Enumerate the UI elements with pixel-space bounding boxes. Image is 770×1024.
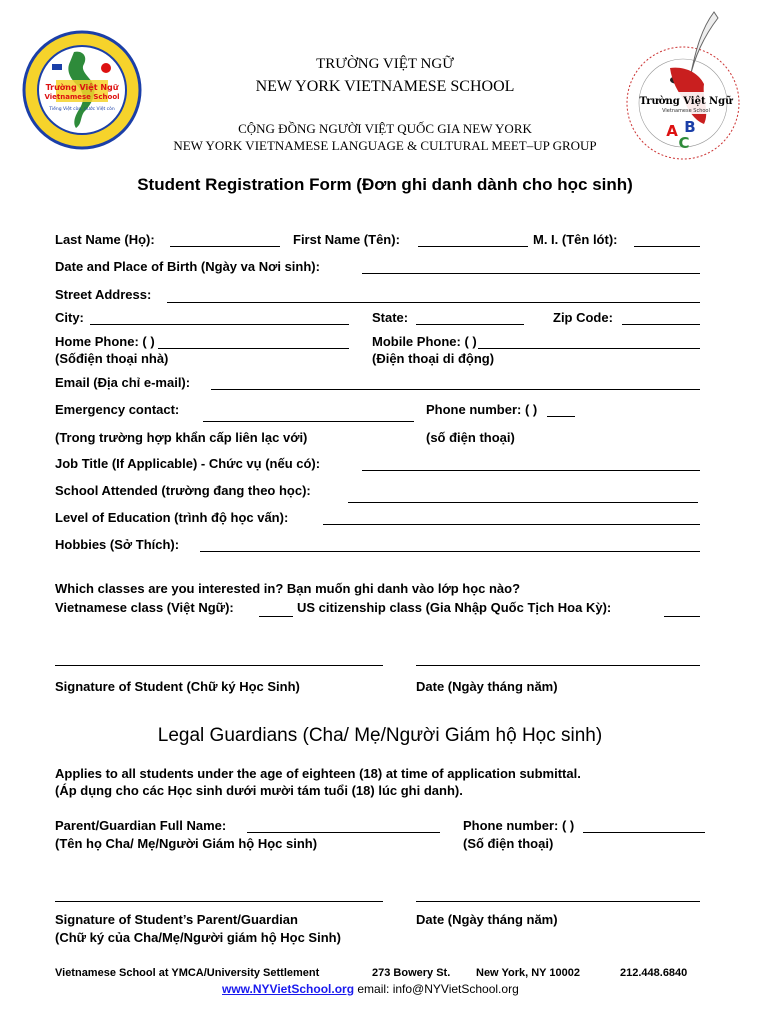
guardian-phone-label: Phone number: ( ) [463, 818, 575, 833]
guardian-name-label: Parent/Guardian Full Name: [55, 818, 227, 833]
school-name-en: NEW YORK VIETNAMESE SCHOOL [255, 78, 515, 95]
us-class-field[interactable] [664, 616, 700, 617]
left-logo-line2: Vietnamese School [44, 93, 120, 101]
left-logo-line1: Trường Việt Ngữ [45, 83, 119, 92]
right-logo-letter-c: C [678, 134, 690, 152]
home-phone-vn-label: (Sốđiện thoại nhà) [55, 351, 169, 366]
middle-initial-field[interactable] [634, 246, 700, 247]
emergency-phone-label: Phone number: ( ) [426, 402, 538, 417]
date2-field[interactable] [416, 901, 700, 902]
classes-question: Which classes are you interested in? Bạn muốn ghi danh vào lớp học nào? [55, 581, 521, 596]
right-logo-letter-b: B [684, 118, 696, 136]
website-link[interactable]: www.NYVietSchool.org [222, 982, 355, 996]
city-field[interactable] [90, 324, 349, 325]
date1-field[interactable] [416, 665, 700, 666]
zip-field[interactable] [622, 324, 700, 325]
middle-initial-label: M. I. (Tên lót): [533, 232, 618, 247]
parent-signature-vn-label: (Chữ ký của Cha/Mẹ/Người giám hộ Học Sinh) [55, 930, 341, 945]
street-field[interactable] [167, 302, 700, 303]
street-label: Street Address: [55, 287, 152, 302]
us-class-label: US citizenship class (Gia Nhập Quốc Tịch Hoa Kỳ): [297, 600, 612, 615]
mobile-phone-field[interactable] [478, 348, 700, 349]
footer-contact [222, 982, 519, 996]
applies-vn: (Áp dụng cho các Học sinh dưới mười tám tuổi (18) lúc ghi danh). [55, 783, 463, 798]
left-logo-line3: Tiếng Việt còn, nước Việt còn [49, 107, 115, 112]
footer-address: 273 Bowery St. [372, 967, 451, 979]
applies-en: Applies to all students under the age of eighteen (18) at time of application submittal. [55, 766, 581, 781]
emergency-phone-field[interactable] [547, 416, 575, 417]
parent-signature-field[interactable] [55, 901, 383, 902]
right-logo-line1: Trường Việt Ngữ [639, 96, 733, 107]
email-field[interactable] [211, 389, 700, 390]
first-name-field[interactable] [418, 246, 528, 247]
hobbies-label: Hobbies (Sở Thích): [55, 537, 180, 552]
form-title: Student Registration Form (Đơn ghi danh dành cho học sinh) [137, 175, 633, 194]
state-label: State: [372, 310, 409, 325]
right-logo-letter-a: A [666, 122, 678, 140]
parent-signature-label: Signature of Student’s Parent/Guardian [55, 912, 298, 927]
home-phone-label: Home Phone: ( ) [55, 334, 155, 349]
emergency-vn-label: (Trong trường hợp khẩn cấp liên lạc với) [55, 430, 308, 445]
last-name-label: Last Name (Họ): [55, 232, 155, 247]
student-signature-field[interactable] [55, 665, 383, 666]
school-attended-field[interactable] [348, 502, 698, 503]
footer-email: email: info@NYVietSchool.org [354, 982, 519, 996]
job-field[interactable] [362, 470, 700, 471]
mobile-phone-vn-label: (Điện thoại di động) [372, 351, 495, 366]
emergency-phone-vn-label: (số điện thoại) [426, 430, 515, 445]
state-field[interactable] [416, 324, 524, 325]
emergency-field[interactable] [203, 421, 414, 422]
guardian-phone-vn-label: (Số điện thoại) [463, 836, 554, 851]
emergency-label: Emergency contact: [55, 402, 180, 417]
dob-field[interactable] [362, 273, 700, 274]
right-logo-line2: Vietnamese School [662, 108, 710, 114]
viet-class-field[interactable] [259, 616, 293, 617]
student-signature-label: Signature of Student (Chữ ký Học Sinh) [55, 679, 300, 694]
school-attended-label: School Attended (trường đang theo học): [55, 483, 311, 498]
job-label: Job Title (If Applicable) - Chức vụ (nếu có): [55, 456, 321, 471]
dob-label: Date and Place of Birth (Ngày va Nơi sinh): [55, 259, 320, 274]
last-name-field[interactable] [170, 246, 280, 247]
vietnam-map-logo-icon [22, 30, 142, 150]
org-name-vn: CỘNG ĐỒNG NGƯỜI VIỆT QUỐC GIA NEW YORK [238, 121, 532, 136]
date2-label: Date (Ngày tháng năm) [416, 912, 558, 927]
left-logo [22, 30, 142, 150]
education-label: Level of Education (trình độ học vấn): [55, 510, 289, 525]
footer-school: Vietnamese School at YMCA/University Settlement [55, 967, 320, 979]
email-label: Email (Địa chỉ e-mail): [55, 375, 191, 390]
org-name-en: NEW YORK VIETNAMESE LANGUAGE & CULTURAL MEET–UP GROUP [173, 138, 597, 153]
guardian-name-field[interactable] [247, 832, 440, 833]
footer-city: New York, NY 10002 [476, 967, 580, 979]
viet-class-label: Vietnamese class (Việt Ngữ): [55, 600, 234, 615]
guardian-title: Legal Guardians (Cha/ Mẹ/Người Giám hộ Học sinh) [157, 725, 603, 746]
hobbies-field[interactable] [200, 551, 700, 552]
mobile-phone-label: Mobile Phone: ( ) [372, 334, 477, 349]
city-label: City: [55, 310, 84, 325]
footer-phone: 212.448.6840 [620, 967, 688, 979]
school-name-vn: TRƯỜNG VIỆT NGỮ [316, 56, 454, 72]
date1-label: Date (Ngày tháng năm) [416, 679, 558, 694]
education-field[interactable] [323, 524, 700, 525]
zip-label: Zip Code: [553, 310, 613, 325]
first-name-label: First Name (Tên): [293, 232, 400, 247]
guardian-phone-field[interactable] [583, 832, 705, 833]
home-phone-field[interactable] [158, 348, 349, 349]
guardian-name-vn-label: (Tên họ Cha/ Mẹ/Người Giám hộ Học sinh) [55, 836, 318, 851]
